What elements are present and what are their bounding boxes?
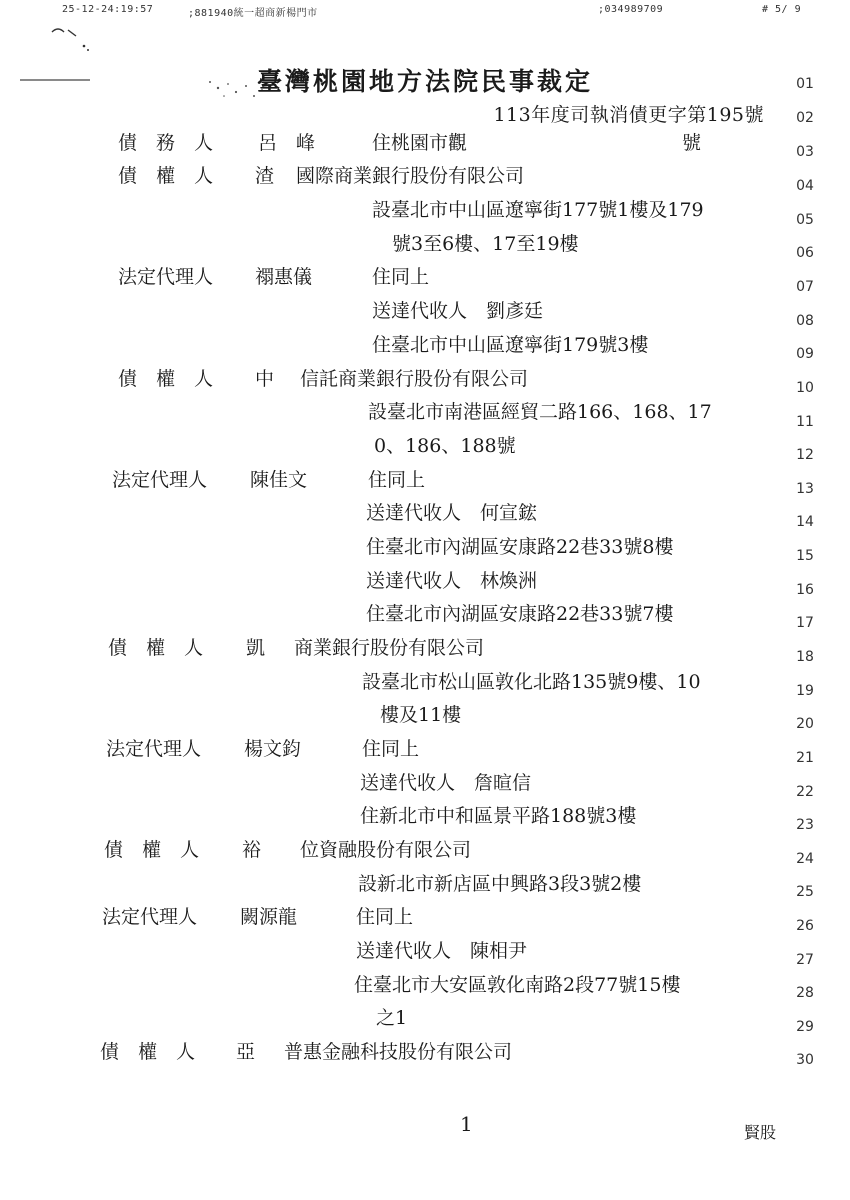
address-tail: 號	[682, 132, 702, 154]
line-number: 16	[796, 582, 814, 598]
role-label: 債 權 人	[100, 1041, 196, 1063]
address-text: 號3至6樓、17至19樓	[392, 233, 579, 255]
line-number: 07	[796, 279, 814, 295]
address-text: 住臺北市中山區遼寧街179號3樓	[372, 334, 649, 356]
party-name: 凱	[246, 637, 266, 659]
line-number: 05	[796, 212, 814, 228]
creditor-line	[0, 1037, 850, 1071]
representative-line	[0, 734, 850, 768]
line-number: 30	[796, 1052, 814, 1068]
party-name-tail: 國際商業銀行股份有限公司	[296, 165, 525, 187]
party-name: 禤惠儀	[255, 266, 313, 288]
address-line	[0, 195, 850, 229]
creditor-line	[0, 161, 850, 195]
party-name-tail: 信託商業銀行股份有限公司	[300, 368, 529, 390]
line-number: 04	[796, 178, 814, 194]
line-number: 15	[796, 548, 814, 564]
party-name: 亞	[236, 1041, 256, 1063]
line-number: 06	[796, 245, 814, 261]
address-line	[0, 330, 850, 364]
address-line	[0, 599, 850, 633]
line-number: 25	[796, 884, 814, 900]
agent-line	[0, 768, 850, 802]
line-number: 01	[796, 76, 814, 92]
role-label: 法定代理人	[106, 738, 202, 760]
address-text: 0、186、188號	[374, 435, 516, 457]
party-name: 裕	[242, 839, 262, 861]
line-number: 13	[796, 481, 814, 497]
address-line	[0, 970, 850, 1004]
agent-text: 送達代收人 詹暄信	[360, 772, 532, 794]
address-line	[0, 869, 850, 903]
representative-line	[0, 465, 850, 499]
address-text: 住臺北市大安區敦化南路2段77號15樓	[354, 974, 681, 996]
party-name-tail: 位資融股份有限公司	[300, 839, 472, 861]
address-text: 設臺北市南港區經貿二路166、168、17	[368, 401, 712, 423]
creditor-line	[0, 835, 850, 869]
address-text: 設新北市新店區中興路3段3號2樓	[358, 873, 642, 895]
address-text: 設臺北市松山區敦化北路135號9樓、10	[362, 671, 701, 693]
role-label: 債 權 人	[118, 165, 214, 187]
document-title: 臺灣桃園地方法院民事裁定	[256, 67, 593, 96]
address-line	[0, 397, 850, 431]
line-number: 21	[796, 750, 814, 766]
address-line	[0, 667, 850, 701]
fax-datetime: 25-12-24:19:57	[62, 4, 154, 15]
debtor-line	[0, 128, 850, 162]
fax-sender: ;881940統一超商新楊門市	[188, 8, 318, 19]
representative-line	[0, 262, 850, 296]
agent-text: 送達代收人 何宣鋐	[366, 502, 538, 524]
party-name-tail: 普惠金融科技股份有限公司	[284, 1041, 513, 1063]
line-number: 23	[796, 817, 814, 833]
page-number: 1	[460, 1112, 473, 1136]
party-name: 渣	[255, 165, 275, 187]
creditor-line	[0, 633, 850, 667]
line-number: 19	[796, 683, 814, 699]
address-line	[0, 431, 850, 465]
line-number: 08	[796, 313, 814, 329]
line-number: 22	[796, 784, 814, 800]
agent-line	[0, 498, 850, 532]
party-name: 闕源龍	[240, 906, 298, 928]
line-number: 27	[796, 952, 814, 968]
department-label: 賢股	[744, 1123, 777, 1142]
line-number: 11	[796, 414, 814, 430]
line-number: 03	[796, 144, 814, 160]
address-line	[0, 532, 850, 566]
representative-line	[0, 902, 850, 936]
address-text: 住臺北市內湖區安康路22巷33號7樓	[366, 603, 674, 625]
party-name: 中	[255, 368, 275, 390]
line-number: 26	[796, 918, 814, 934]
address-text: 設臺北市中山區遼寧街177號1樓及179	[372, 199, 704, 221]
creditor-line	[0, 364, 850, 398]
line-number: 10	[796, 380, 814, 396]
address-text: 住桃園市觀	[372, 132, 468, 154]
address-line	[0, 700, 850, 734]
fax-page: # 5/ 9	[762, 4, 802, 15]
address-text: 住同上	[362, 738, 420, 760]
case-number: 113年度司執消債更字第195號	[493, 104, 764, 126]
agent-text: 送達代收人 陳相尹	[356, 940, 528, 962]
address-text: 樓及11樓	[380, 704, 462, 726]
agent-text: 送達代收人 劉彥廷	[372, 300, 544, 322]
address-text: 之1	[376, 1007, 408, 1029]
address-text: 住新北市中和區景平路188號3樓	[360, 805, 637, 827]
line-number: 14	[796, 514, 814, 530]
party-name: 呂 峰	[258, 132, 316, 154]
address-text: 住臺北市內湖區安康路22巷33號8樓	[366, 536, 674, 558]
agent-line	[0, 566, 850, 600]
line-number: 28	[796, 985, 814, 1001]
agent-line	[0, 296, 850, 330]
agent-line	[0, 936, 850, 970]
fax-header	[0, 4, 850, 20]
role-label: 債 務 人	[118, 132, 214, 154]
address-line	[0, 229, 850, 263]
party-name: 陳佳文	[250, 469, 308, 491]
line-number: 12	[796, 447, 814, 463]
line-number: 24	[796, 851, 814, 867]
line-number: 20	[796, 716, 814, 732]
role-label: 法定代理人	[118, 266, 214, 288]
role-label: 法定代理人	[112, 469, 208, 491]
scan-speck-mark	[50, 24, 100, 54]
role-label: 債 權 人	[118, 368, 214, 390]
address-line	[0, 1003, 850, 1037]
address-text: 住同上	[356, 906, 414, 928]
line-number: 17	[796, 615, 814, 631]
address-line	[0, 801, 850, 835]
line-number: 18	[796, 649, 814, 665]
line-number: 29	[796, 1019, 814, 1035]
fax-number: ;034989709	[598, 4, 664, 15]
address-text: 住同上	[368, 469, 426, 491]
role-label: 債 權 人	[104, 839, 200, 861]
line-number: 09	[796, 346, 814, 362]
role-label: 債 權 人	[108, 637, 204, 659]
line-number: 02	[796, 110, 814, 126]
party-name: 楊文鈞	[244, 738, 302, 760]
role-label: 法定代理人	[102, 906, 198, 928]
agent-text: 送達代收人 林煥洲	[366, 570, 538, 592]
address-text: 住同上	[372, 266, 430, 288]
party-name-tail: 商業銀行股份有限公司	[294, 637, 485, 659]
